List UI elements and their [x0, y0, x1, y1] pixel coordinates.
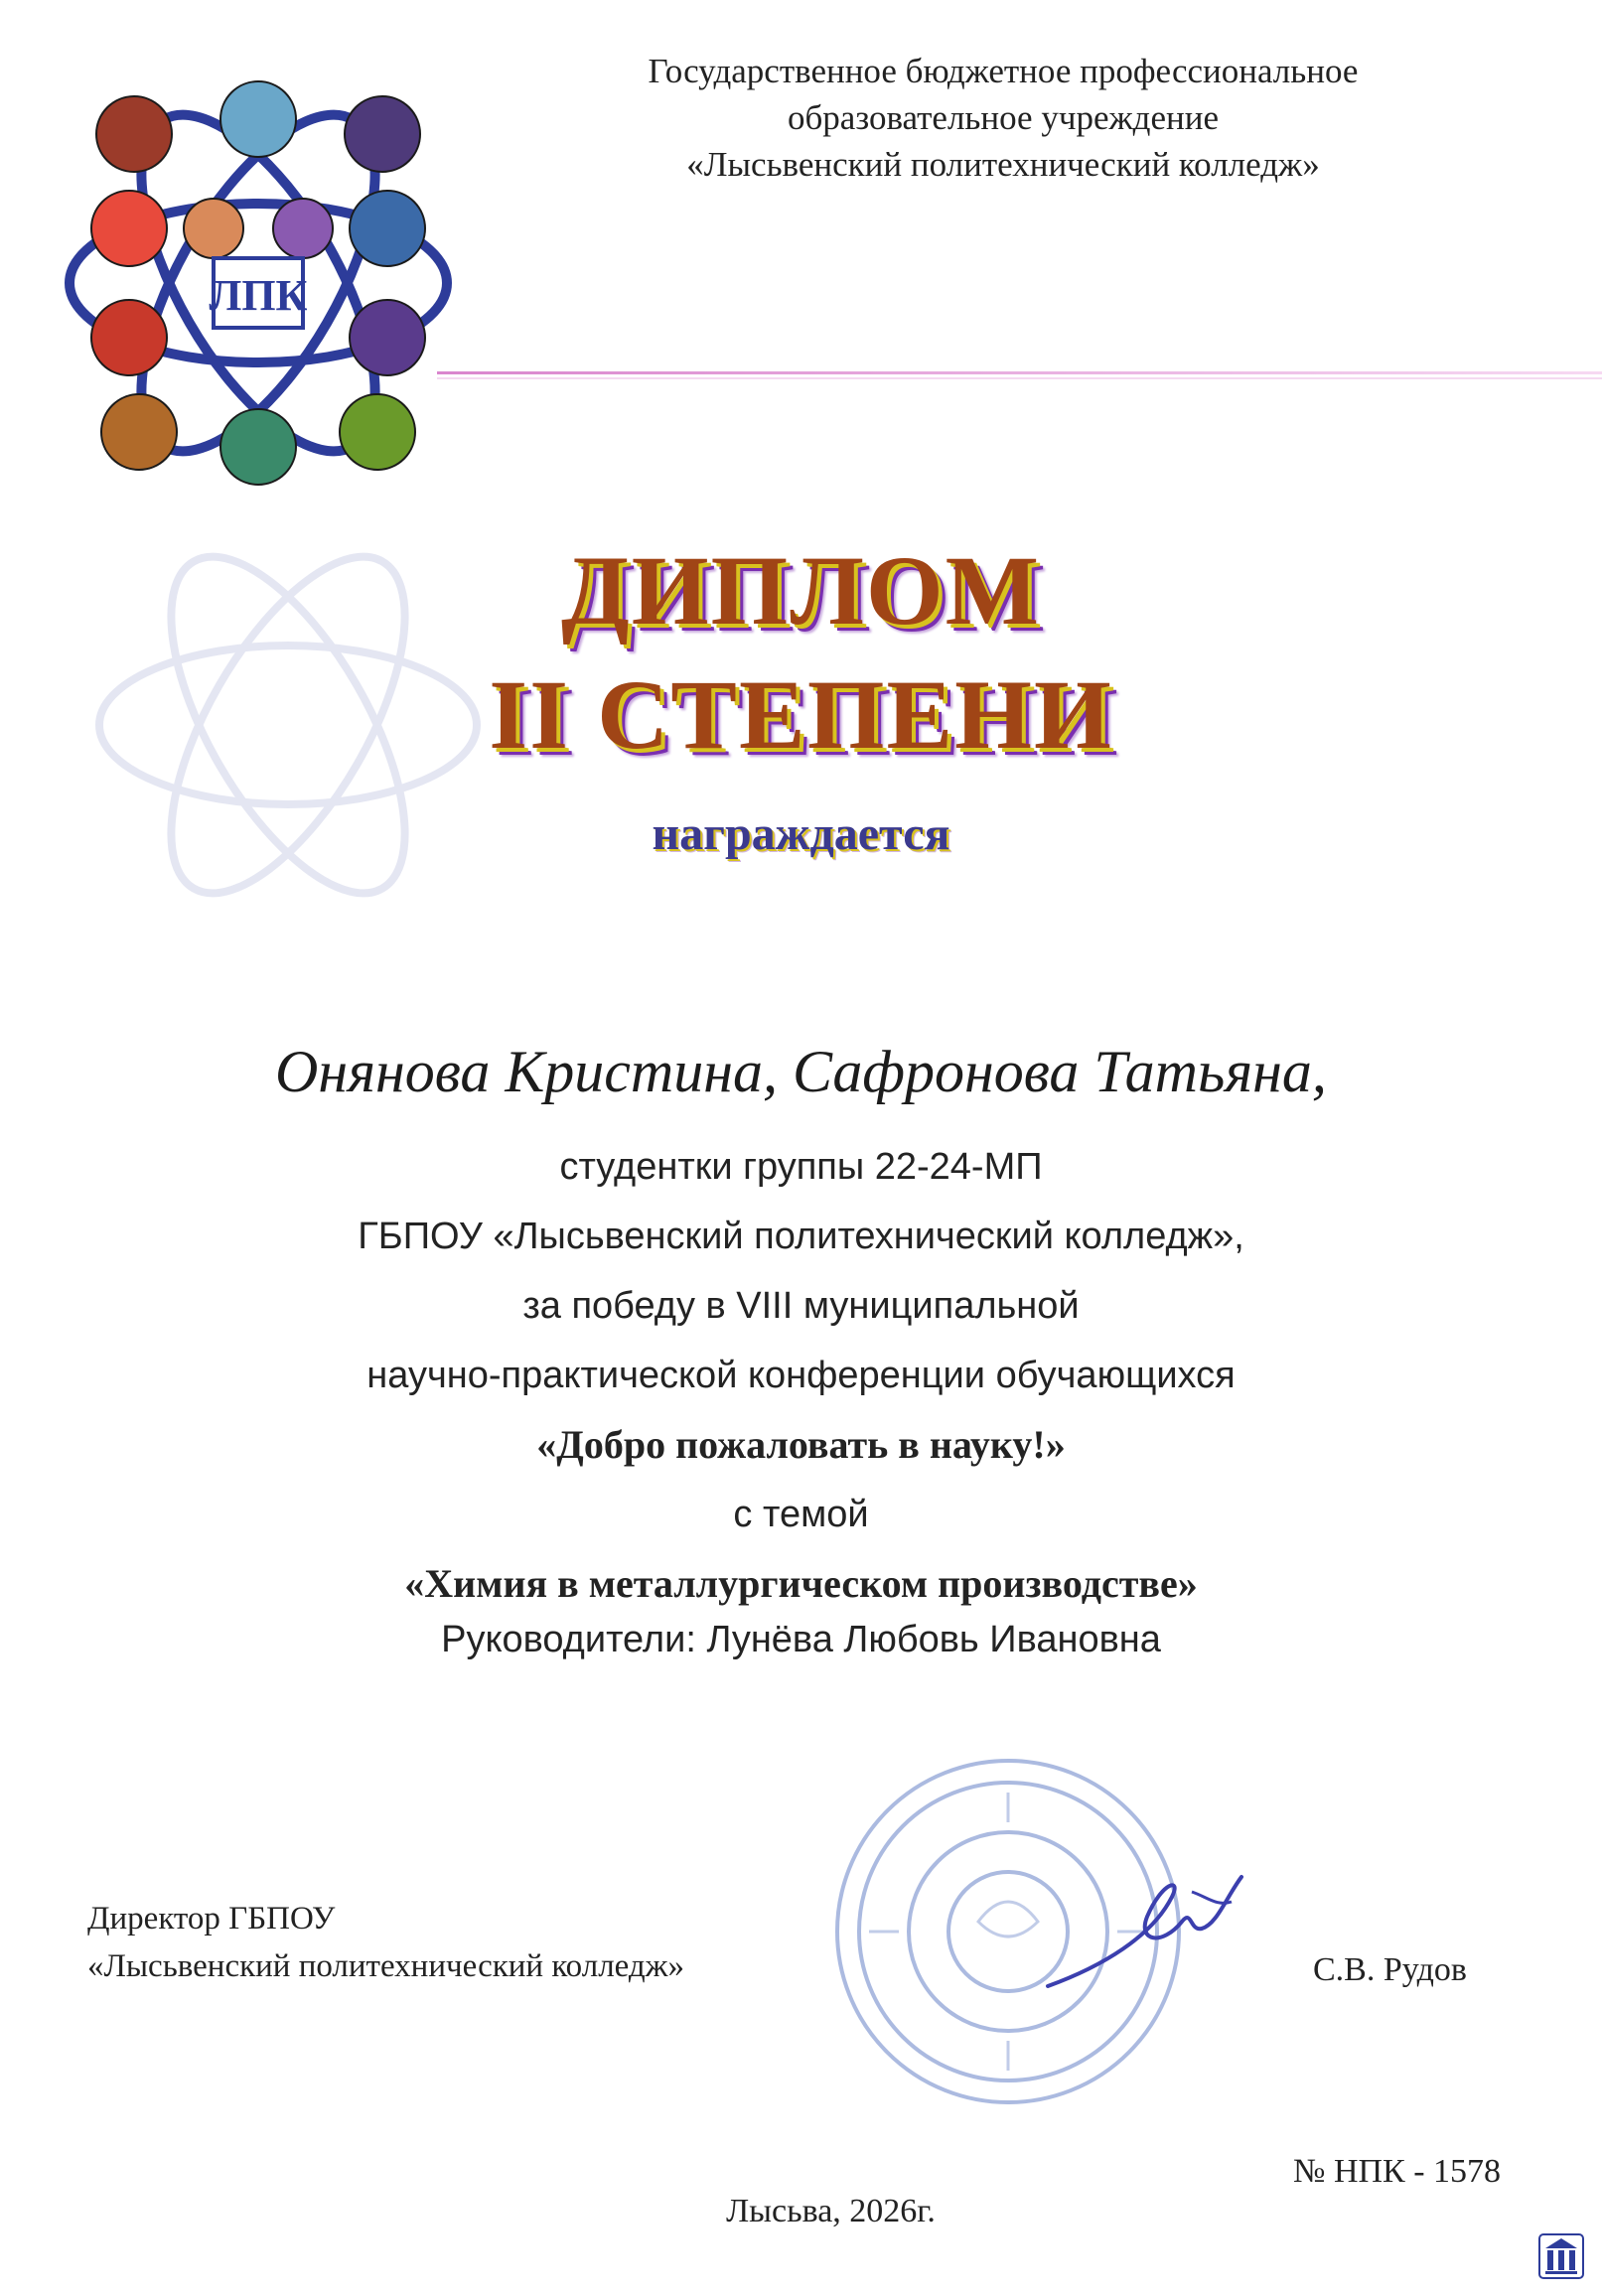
director-name: С.В. Рудов — [1313, 1951, 1467, 1988]
student-institution: ГБПОУ «Лысьвенский политехнический колледж», — [358, 1216, 1244, 1257]
director-line-2: «Лысьвенский политехнический колледж» — [87, 1948, 684, 1984]
student-group: студентки группы 22-24-МП — [559, 1146, 1043, 1188]
conference-name: «Добро пожаловать в науку!» — [536, 1422, 1066, 1467]
institution-header — [556, 48, 1450, 188]
director-line-1: Директор ГБПОУ — [87, 1901, 336, 1937]
awarded-label: награждается — [652, 807, 950, 860]
header-line-1: Государственное бюджетное профессиональное — [648, 52, 1359, 90]
director-signature — [1043, 1837, 1251, 2036]
award-description — [0, 1132, 1602, 1619]
topic-label: с темой — [733, 1494, 869, 1535]
decorative-rule — [437, 371, 1602, 374]
diploma-degree: II СТЕПЕНИ — [489, 659, 1113, 770]
supervisors: Руководители: Лунёва Любовь Ивановна — [441, 1619, 1161, 1660]
svg-text:ЛПК: ЛПК — [209, 271, 308, 320]
topic-title: «Химия в металлургическом производстве» — [404, 1561, 1198, 1606]
document-number: № НПК - 1578 — [1293, 2153, 1502, 2190]
conference-type: научно-практической конференции обучающихся — [366, 1355, 1236, 1396]
header-line-3: «Лысьвенский политехнический колледж» — [686, 145, 1320, 184]
header-line-2: образовательное учреждение — [787, 98, 1219, 137]
corner-logo-icon — [1537, 2232, 1585, 2280]
recipient-names: Онянова Кристина, Сафронова Татьяна, — [275, 1039, 1327, 1104]
award-reason: за победу в VIII муниципальной — [522, 1285, 1080, 1327]
college-logo — [55, 79, 462, 487]
director-title — [87, 1895, 684, 1990]
diploma-title: ДИПЛОМ — [560, 535, 1042, 646]
place-and-date: Лысьва, 2026г. — [726, 2193, 936, 2229]
decorative-rule-secondary — [437, 377, 1602, 379]
